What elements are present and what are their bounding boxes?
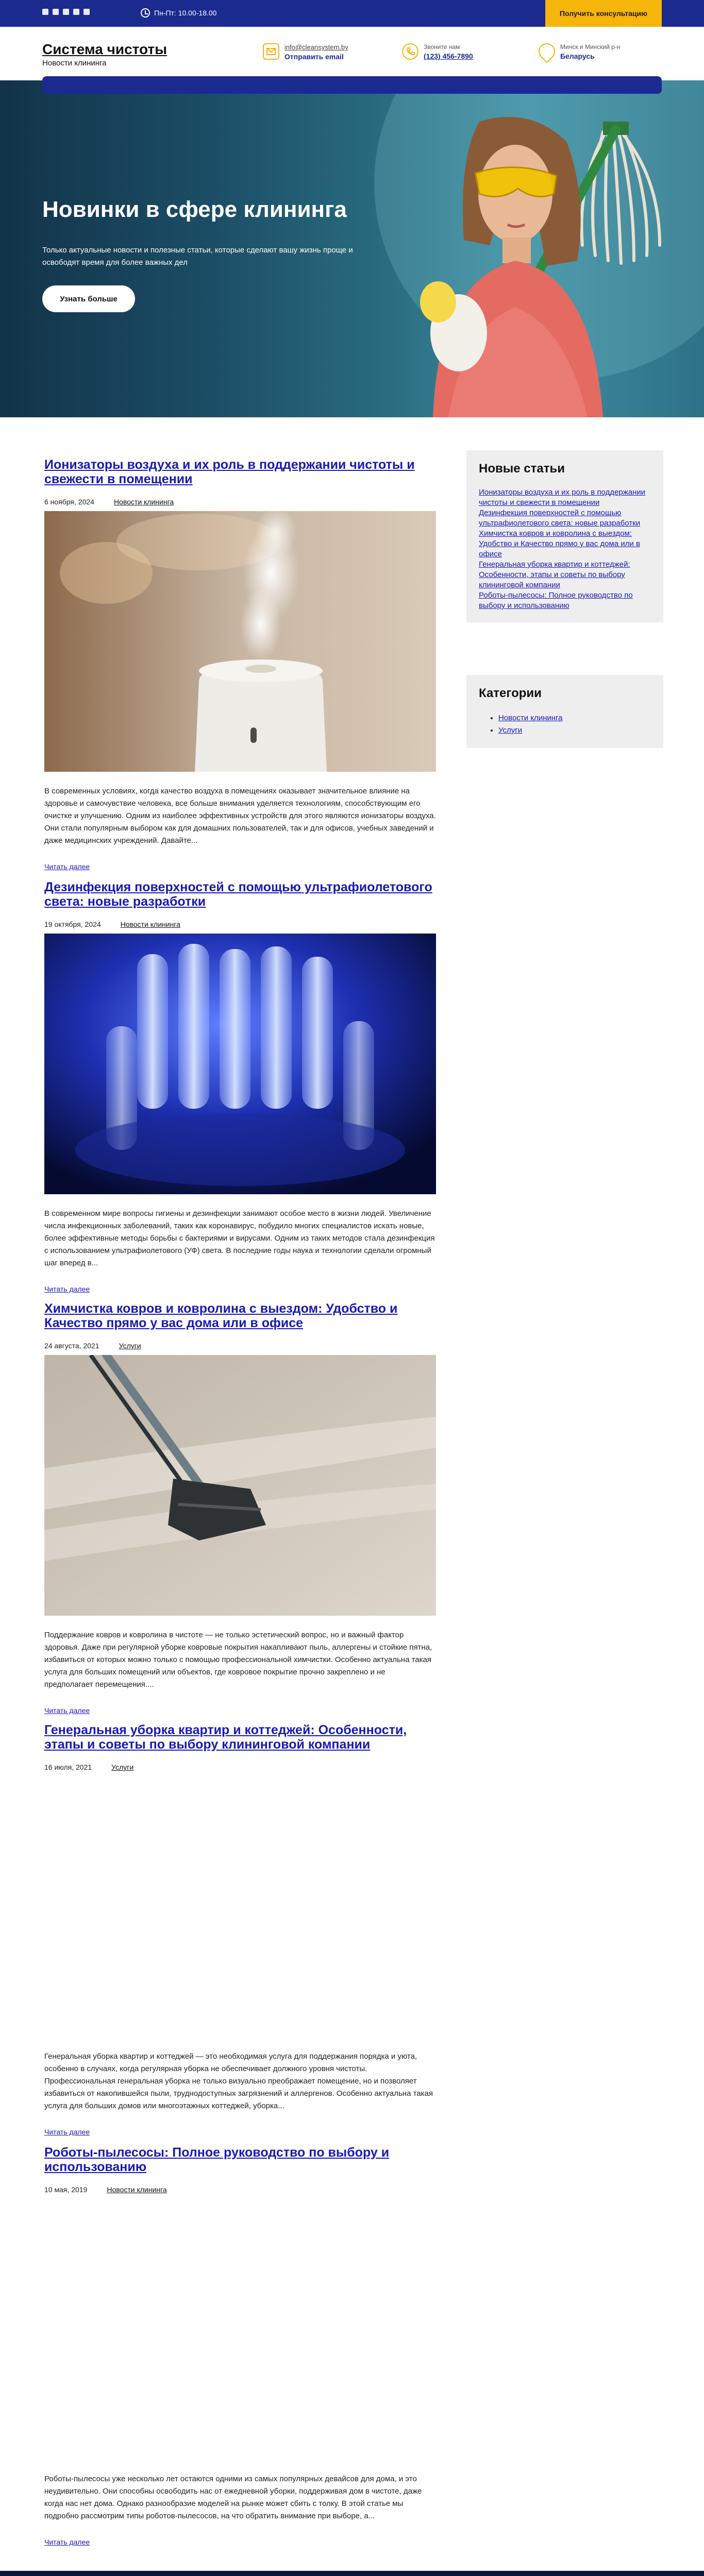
read-more-link[interactable]: Читать далее	[44, 2538, 90, 2546]
youtube-icon[interactable]	[63, 9, 69, 15]
post-title	[44, 457, 436, 486]
hero-description: Только актуальные новости и полезные статьи, которые сделают вашу жизнь проще и освободят время для более важных дел	[42, 246, 353, 267]
post-card	[44, 457, 436, 872]
post-title	[44, 1301, 436, 1330]
pinterest-icon[interactable]	[73, 9, 79, 15]
hero-cleaning-woman-image	[361, 111, 680, 417]
header-location	[539, 43, 621, 60]
post-image-placeholder	[44, 1776, 436, 2037]
list-item	[498, 712, 651, 724]
widget-title: Новые статьи	[479, 462, 565, 476]
post-title-link[interactable]: Роботы-пылесосы: Полное руководство по выбору и использованию	[44, 2145, 390, 2174]
hero-title: Новинки в сфере клининга	[42, 197, 347, 222]
send-email-link[interactable]: Отправить email	[284, 53, 344, 61]
post-excerpt: Роботы-пылесосы уже несколько лет остаются одними из самых популярных девайсов для дома, и это неудивительно. Они способны освободить нас от ежедневной уборки, поддерживая дом в чистоте, даже когда нас нет дома. Однако разнообразие моделей на рынке может сбить с толку. В этой статье мы подробно рассмотрим типы роботов-пылесосов, на что обратить внимание при выборе, а...	[44, 2475, 422, 2520]
site-logo[interactable]	[42, 41, 167, 67]
location-pin-icon	[535, 40, 558, 63]
facebook-icon[interactable]	[42, 9, 48, 15]
new-post-link[interactable]: Ионизаторы воздуха и их роль в поддержании чистоты и свежести в помещении	[479, 488, 646, 507]
header-email	[263, 43, 348, 61]
location-value: Беларусь	[560, 52, 595, 60]
read-more-link[interactable]: Читать далее	[44, 2128, 90, 2136]
post-title	[44, 880, 436, 909]
post-title-link[interactable]: Химчистка ковров и ковролина с выездом: Удобство и Качество прямо у вас дома или в офисе	[44, 1301, 398, 1330]
post-card	[44, 1301, 436, 1716]
list-item	[498, 724, 651, 737]
new-post-link[interactable]: Химчистка ковров и ковролина с выездом: Удобство и Качество прямо у вас дома или в офисе	[479, 529, 640, 558]
main-content	[0, 417, 704, 2571]
new-post-link[interactable]: Дезинфекция поверхностей с помощью ультрафиолетового света: новые разработки	[479, 509, 641, 528]
phone-number[interactable]: (123) 456-7890	[424, 52, 473, 60]
post-excerpt: Поддержание ковров и ковролина в чистоте — не только эстетический вопрос, но и важный фактор здоровья. Даже при регулярной уборке ковровые покрытия накапливают пыль, аллергены и стойкие пятна, избавиться от которых можно только с помощью профессиональной химчистки. Особенно актуальна такая услуга для больших помещений или объектов, где ковровое покрытие прочно закреплено и не предполагает перемещения....	[44, 1631, 432, 1689]
instagram-icon[interactable]	[83, 9, 90, 15]
list-item	[479, 560, 651, 590]
site-header	[0, 27, 704, 80]
consultation-button[interactable]: Получить консультацию	[545, 0, 662, 27]
hero-learn-more-button[interactable]: Узнать больше	[42, 285, 135, 312]
post-excerpt: В современных условиях, когда качество воздуха в помещениях оказывает значительное влияние на здоровье и самочувствие человека, все больше внимания уделяется технологиям, способствующим его очистке и улучшению. Одним из наиболее эффективных устройств для этого являются ионизаторы воздуха. Они стали популярным выбором как для домашних пользователей, так и для офисов, учебных заведений и даже медицинских учреждений. Давайте...	[44, 787, 436, 845]
category-link[interactable]: Услуги	[498, 726, 523, 735]
top-bar	[0, 0, 704, 27]
post-meta	[44, 1763, 436, 1771]
location-label: Минск и Минский р-н	[560, 43, 621, 50]
email-icon	[263, 43, 279, 60]
category-link[interactable]: Новости клининга	[498, 714, 563, 722]
post-excerpt: В современном мире вопросы гигиены и дезинфекции занимают особое место в жизни людей. Увеличение числа инфекционных заболеваний, таких как коронавирус, побудило многих специалистов искать новые, более эффективные методы борьбы с бактериями и вирусами. Одним из таких методов стала дезинфекция с использованием ультрафиолетового (УФ) света. В последние годы наука и технологии сделали огромный шаг вперед в...	[44, 1209, 435, 1267]
post-meta	[44, 2185, 436, 2194]
post-category-link[interactable]: Новости клининга	[113, 498, 174, 506]
working-hours	[141, 8, 216, 18]
phone-icon	[402, 43, 418, 60]
hero-banner	[0, 80, 704, 417]
post-image-placeholder	[44, 2199, 436, 2460]
new-post-link[interactable]: Генеральная уборка квартир и коттеджей: Особенности, этапы и советы по выбору клининговой компании	[479, 560, 630, 589]
post-card	[44, 1723, 436, 2137]
post-title-link[interactable]: Генеральная уборка квартир и коттеджей: Особенности, этапы и советы по выбору клининговой компании	[44, 1723, 407, 1752]
post-date: 19 октября, 2024	[44, 920, 101, 928]
site-name[interactable]: Система чистоты	[42, 41, 167, 57]
working-hours-text: Пн-Пт: 10.00-18.00	[154, 9, 217, 17]
read-more-link[interactable]: Читать далее	[44, 862, 90, 871]
post-image-uv-bottles[interactable]	[44, 934, 436, 1194]
post-excerpt: Генеральная уборка квартир и коттеджей — это необходимая услуга для поддержания порядка и уюта, особенно в случаях, когда регулярная уборка не обеспечивает должного уровня чистоты. Профессиональная генеральная уборка не только визуально преображает помещение, но и позволяет избавиться от накопившейся пыли, труднодоступных загрязнений и аллергенов. Особенно актуальна такая услуга для больших домов или многоэтажных коттеджей, уборка...	[44, 2052, 433, 2110]
post-image-carpet-vacuum[interactable]	[44, 1355, 436, 1616]
post-category-link[interactable]: Услуги	[119, 1342, 141, 1350]
twitter-icon[interactable]	[53, 9, 59, 15]
categories-widget	[466, 675, 663, 748]
email-address[interactable]: info@cleansystem.by	[284, 43, 348, 51]
site-tagline: Новости клининга	[42, 59, 107, 67]
read-more-link[interactable]: Читать далее	[44, 1706, 90, 1715]
site-footer	[0, 2571, 704, 2576]
list-item	[479, 590, 651, 611]
post-category-link[interactable]: Новости клининга	[120, 920, 180, 928]
post-date: 10 мая, 2019	[44, 2185, 88, 2194]
post-date: 6 ноября, 2024	[44, 498, 94, 506]
read-more-link[interactable]: Читать далее	[44, 1285, 90, 1293]
post-date: 24 августа, 2021	[44, 1342, 99, 1350]
post-category-link[interactable]: Услуги	[111, 1763, 134, 1771]
list-item	[479, 508, 651, 529]
post-meta	[44, 1342, 436, 1350]
new-posts-widget	[466, 450, 663, 622]
phone-label: Звоните нам	[424, 43, 460, 50]
post-date: 16 июля, 2021	[44, 1763, 92, 1771]
post-title-link[interactable]: Ионизаторы воздуха и их роль в поддержании чистоты и свежести в помещении	[44, 457, 415, 486]
post-meta	[44, 498, 436, 506]
post-image-air-ionizer[interactable]	[44, 511, 436, 772]
clock-icon	[141, 8, 150, 18]
post-meta	[44, 920, 436, 928]
post-title	[44, 1723, 436, 1752]
post-title-link[interactable]: Дезинфекция поверхностей с помощью ультрафиолетового света: новые разработки	[44, 880, 432, 909]
new-post-link[interactable]: Роботы-пылесосы: Полное руководство по выбору и использованию	[479, 591, 633, 610]
post-card	[44, 2145, 436, 2547]
widget-title: Категории	[479, 686, 542, 700]
main-navigation[interactable]	[42, 76, 662, 94]
list-item	[479, 529, 651, 560]
post-category-link[interactable]: Новости клининга	[107, 2185, 167, 2194]
header-phone	[402, 43, 473, 60]
new-posts-list	[479, 487, 651, 611]
post-card	[44, 880, 436, 1294]
categories-list	[479, 712, 651, 737]
list-item	[479, 487, 651, 508]
post-title	[44, 2145, 436, 2174]
social-links	[42, 9, 90, 15]
